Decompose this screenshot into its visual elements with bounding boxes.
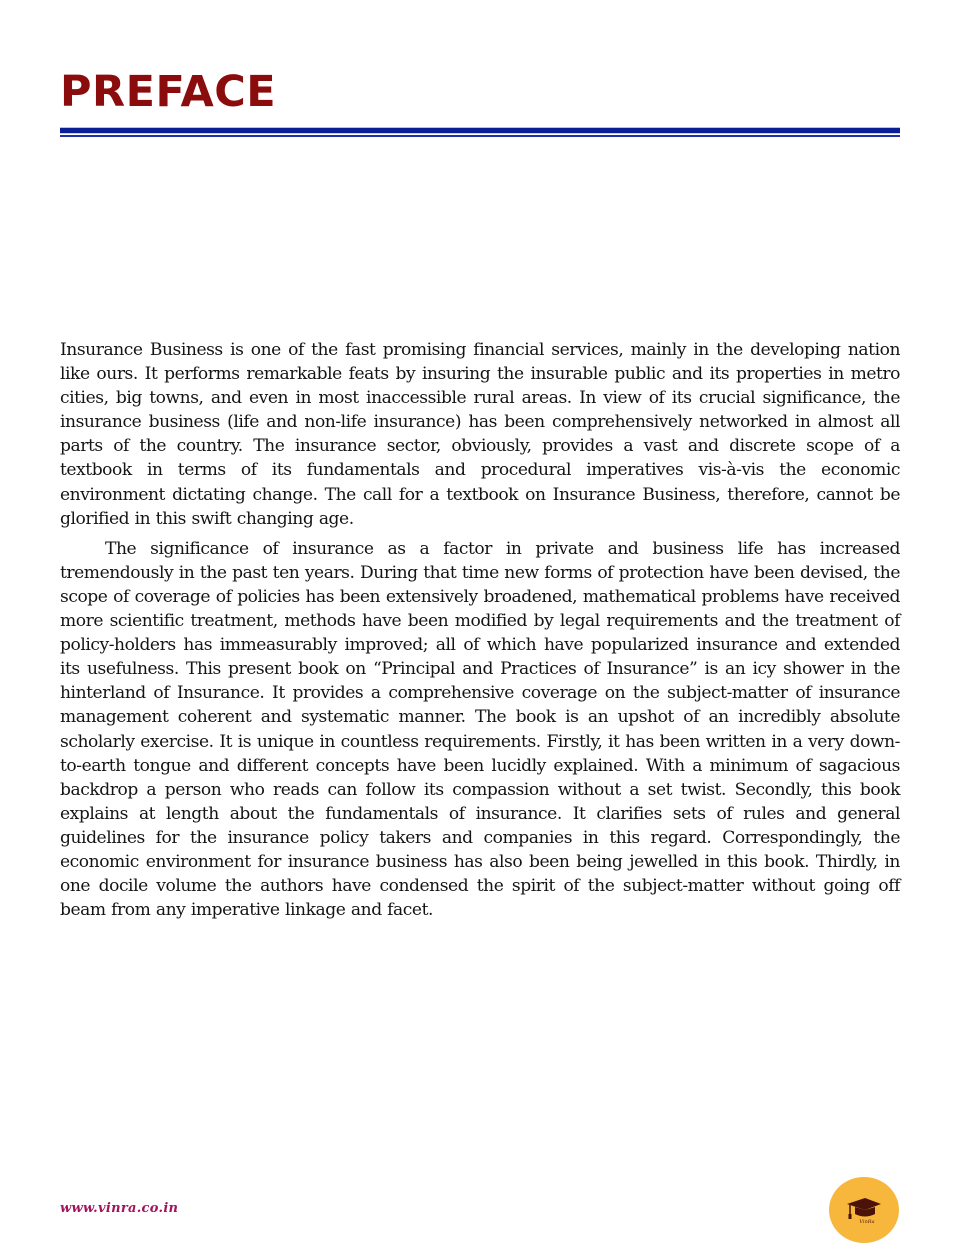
logo-text: VinRa: [859, 1219, 875, 1225]
page-title: PREFACE: [60, 67, 277, 117]
paragraph: The significance of insurance as a factor in private and business life has increased tremendously in the past ten years. During that time new forms of protection have been devised, the scope of coverage of policies has been extensively broadened, mathematical problems have received more scientific treatment, methods have been modified by legal requirements and the treatment of policy-holders has immeasurably improved; all of which have popularized insurance and extended its usefulness. This present book on “Principal and Practices of Insurance” is an icy shower in the hinterland of Insurance. It provides a comprehensive coverage on the subject-matter of insurance management coherent and systematic manner. The book is an upshot of an incredibly absolute scholarly exercise. It is unique in countless requirements. Firstly, it has been written in a very down-to-earth tongue and different concepts have been lucidly explained. With a minimum of sagacious backdrop a person who reads can follow its compassion without a set twist. Secondly, this book explains at length about the fundamentals of insurance. It clarifies sets of rules and general guidelines for the insurance policy takers and companies in this regard. Correspondingly, the economic environment for insurance business has also been being jewelled in this book. Thirdly, in one docile volume the authors have condensed the spirit of the subject-matter without going off beam from any imperative linkage and facet.: [60, 538, 900, 921]
footer-website-link[interactable]: www.vinra.co.in: [60, 1201, 179, 1216]
publisher-logo: [829, 1177, 899, 1243]
preface-body: [60, 338, 900, 922]
title-rule-gap: [60, 133, 900, 134]
title-rule-thin: [60, 135, 900, 137]
paragraph: Insurance Business is one of the fast promising financial services, mainly in the developing nation like ours. It performs remarkable feats by insuring the insurable public and its properties in metro cities, big towns, and even in most inaccessible rural areas. In view of its crucial significance, the insurance business (life and non-life insurance) has been comprehensively networked in almost all parts of the country. The insurance sector, obviously, provides a vast and discrete scope of a textbook in terms of its fundamentals and procedural imperatives vis-à-vis the economic environment dictating change. The call for a textbook on Insurance Business, therefore, cannot be glorified in this swift changing age.: [60, 340, 900, 529]
